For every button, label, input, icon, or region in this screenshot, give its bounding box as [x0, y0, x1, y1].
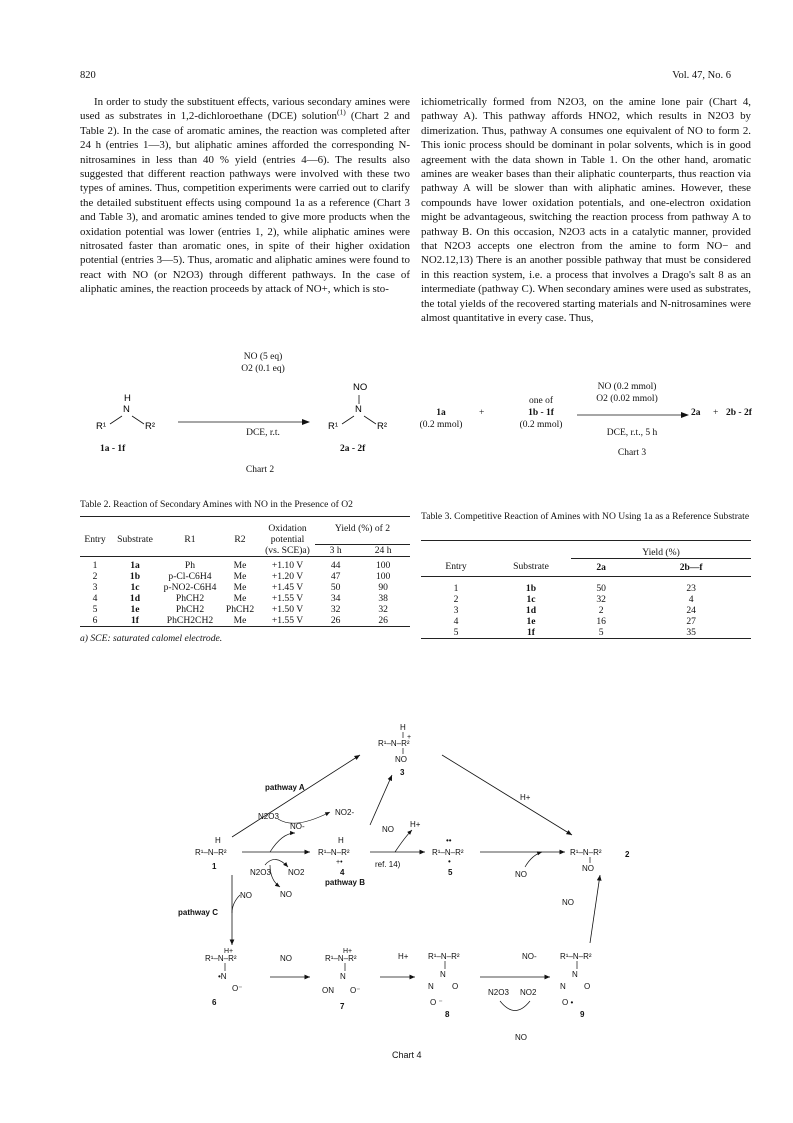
table2-cell-r2: Me	[220, 615, 260, 627]
svg-text:R¹–N–R²: R¹–N–R²	[428, 952, 460, 961]
table3-cell-entry: 4	[453, 615, 459, 627]
chart3-caption: Chart 3	[617, 448, 647, 458]
chart2-caption: Chart 2	[245, 465, 275, 475]
table2-h-entry: Entry	[84, 533, 106, 545]
table2-cell-substrate: 1a	[130, 560, 140, 571]
page-number: 820	[80, 70, 96, 81]
table2-h-r2: R2	[234, 533, 246, 545]
chart2-reagent-1: NO (5 eq)	[243, 352, 283, 362]
chart4-label-7: 7	[340, 1002, 345, 1011]
table3-cell-a: 5	[571, 627, 631, 639]
table2-cell-y24: 100	[375, 560, 391, 571]
table-2	[80, 516, 410, 645]
svg-text:H+: H+	[343, 948, 353, 955]
chart4-hp-4to5: H+	[410, 820, 421, 829]
chart4-label-3: 3	[400, 768, 405, 777]
table3-cell-substrate: 1e	[526, 615, 536, 627]
table2-row	[80, 593, 410, 604]
table3-row	[421, 627, 751, 639]
table2-cell-entry: 5	[92, 604, 98, 615]
table-3	[421, 540, 751, 639]
table2-row	[80, 615, 410, 627]
svg-text:O: O	[584, 982, 591, 991]
table3-cell-b: 23	[686, 582, 696, 594]
svg-text:•N: •N	[218, 972, 227, 981]
table2-cell-y3: 26	[315, 615, 356, 627]
table2-h-ox1: Oxidation	[268, 522, 307, 534]
chart4-pathway-c: pathway C	[178, 908, 219, 917]
svg-text:NO: NO	[582, 864, 594, 873]
chart3-plus-2: +	[713, 408, 719, 418]
svg-text:+•: +•	[336, 859, 343, 866]
table3-cell-substrate: 1f	[491, 627, 571, 639]
chart4-label-5: 5	[448, 868, 453, 877]
svg-text:N: N	[560, 982, 566, 991]
table2-cell-r2: Me	[233, 582, 247, 593]
table2-cell-ox: +1.10 V	[271, 560, 304, 571]
table2-h-3h: 3 h	[329, 545, 342, 556]
chart4-n2o3-b: N2O3	[250, 868, 271, 877]
chart4-no-5to2: NO	[515, 870, 527, 879]
table2-cell-y24: 26	[356, 615, 410, 627]
table3-cell-a: 2	[598, 604, 604, 616]
table3-cell-b: 24	[686, 604, 696, 616]
chart3-reactant-2: 1b - 1f	[528, 408, 554, 418]
chart4-no2m-a: NO2-	[335, 808, 355, 817]
svg-text:••: ••	[446, 836, 452, 845]
svg-text:R¹–N–R²: R¹–N–R²	[570, 848, 602, 857]
table2-cell-y3: 47	[330, 571, 341, 582]
chart-3	[421, 382, 751, 482]
table2-cell-r2: PhCH2	[225, 604, 255, 615]
svg-text:N: N	[355, 404, 362, 415]
chart4-no-c: NO	[240, 891, 252, 900]
table3-row	[421, 616, 751, 627]
table2-cell-r2: Me	[233, 560, 247, 571]
table3-cell-a: 50	[596, 582, 606, 594]
table2-cell-ox: +1.45 V	[271, 582, 304, 593]
chart4-no2-8to9: NO2	[520, 988, 537, 997]
table3-cell-substrate: 1d	[525, 604, 537, 616]
table2-cell-ox: +1.55 V	[260, 615, 315, 627]
table2-cell-r2: Me	[233, 571, 247, 582]
chart4-no-4to3: NO	[382, 825, 394, 834]
table2-cell-r1: PhCH2	[175, 604, 205, 615]
svg-text:R²: R²	[377, 421, 388, 432]
chart4-label-4: 4	[340, 868, 345, 877]
table3-h-entry: Entry	[445, 561, 467, 573]
chart2-reactant-label: 1a - 1f	[100, 444, 126, 454]
chart4-caption: Chart 4	[392, 1050, 422, 1060]
chart2-reagent-2: O2 (0.1 eq)	[241, 364, 285, 374]
svg-text:R¹–N–R²: R¹–N–R²	[325, 954, 357, 963]
chart4-n2o3-a: N2O3	[258, 812, 279, 821]
svg-text:H+: H+	[224, 948, 234, 955]
svg-text:N: N	[428, 982, 434, 991]
table2-grid	[80, 516, 410, 627]
chart4-no-6to7: NO	[280, 954, 292, 963]
chart4-n2o3-8to9: N2O3	[488, 988, 509, 997]
table3-cell-entry: 5	[421, 627, 491, 639]
svg-text:R¹–N–R²: R¹–N–R²	[560, 952, 592, 961]
table2-cell-y24: 38	[378, 593, 388, 604]
svg-text:N: N	[440, 970, 446, 979]
table3-cell-entry: 1	[453, 582, 459, 594]
table2-cell-ox: +1.50 V	[271, 604, 304, 615]
table2-cell-r1: Ph	[184, 560, 196, 571]
svg-text:+: +	[407, 734, 412, 741]
chart3-reagent-2: O2 (0.02 mmol)	[596, 394, 658, 404]
table2-cell-entry: 2	[92, 571, 98, 582]
svg-text:O ⁻: O ⁻	[430, 998, 443, 1007]
table2-row	[80, 582, 410, 593]
chart4-hp-7to8: H+	[398, 952, 409, 961]
svg-text:R¹–N–R²: R¹–N–R²	[205, 954, 237, 963]
chart4-label-1: 1	[212, 862, 217, 871]
chart2-h: H	[124, 393, 131, 404]
chart2-product-label: 2a - 2f	[340, 444, 366, 454]
chart4-hp-3to2: H+	[520, 793, 531, 802]
table2-cell-substrate: 1b	[129, 571, 141, 582]
table3-h-2a: 2a	[596, 561, 606, 573]
svg-text:O •: O •	[562, 998, 574, 1007]
table3-caption: Table 3. Competitive Reaction of Amines with NO Using 1a as a Reference Substrate	[421, 511, 750, 522]
chart2-no: NO	[353, 382, 368, 393]
svg-text:H: H	[338, 836, 344, 845]
table3-cell-entry: 2	[453, 593, 459, 605]
chart3-product-2: 2b - 2f	[726, 408, 752, 418]
chart4-no-c2: NO	[280, 890, 292, 899]
table2-cell-substrate: 1e	[130, 604, 140, 615]
chart3-one-of: one of	[528, 396, 553, 406]
table2-cell-entry: 1	[92, 560, 98, 571]
table2-cell-ox: +1.55 V	[271, 593, 304, 604]
chart3-reactant-2-amt: (0.2 mmol)	[519, 420, 563, 430]
svg-text:R¹–N–R²: R¹–N–R²	[318, 848, 350, 857]
table3-h-yield: Yield (%)	[571, 547, 751, 559]
svg-text:•: •	[448, 857, 451, 866]
table2-cell-r2: Me	[233, 593, 247, 604]
chart-2	[80, 352, 410, 482]
left-column-text	[80, 95, 410, 297]
table3-cell-b: 27	[686, 615, 696, 627]
svg-text:R¹: R¹	[328, 421, 339, 432]
table3-row	[421, 576, 751, 594]
svg-text:NO: NO	[395, 755, 407, 764]
right-para: ichiometrically formed from N2O3, on the amine lone pair (Chart 4, pathway A). This pathway affords HNO2, which results in N2O3 by dimerization. Thus, pathway A consumes one equivalent of NO to form 2. This ionic process should be dominant in polar solvents, which is in good agreement with the data shown in Table 1. On the other hand, aromatic amines are weaker bases than their aliphatic counterparts, thus reaction via pathway A will be slower than with aliphatic amines. However, these compounds have lower oxidation potentials, and one-electron oxidation might be advantageous, switching the reaction process from pathway A to pathway B. On this occasion, N2O3 acts in a catalytic manner, provided that N2O3 accepts one electron from the amine to form NO− and NO2.12,13) There is an another possible pathway that must be considered in this reaction system, i.e. a process that involves a Drago's salt 8 as an intermediate (pathway C). When secondary amines were used as substrates, the total yields of the recovered starting materials and N-nitrosamines were almost quantitative in every case. Thus,	[421, 96, 751, 325]
chart2-r1: R¹	[96, 421, 107, 432]
chart4-label-6: 6	[212, 998, 217, 1007]
chart4-label-9: 9	[580, 1010, 585, 1019]
svg-text:R¹–N–R²: R¹–N–R²	[195, 848, 227, 857]
table2-cell-y24: 90	[378, 582, 388, 593]
table2-h-yield: Yield (%) of 2	[334, 522, 391, 534]
chart2-n: N	[123, 404, 130, 415]
table2-cell-entry: 3	[92, 582, 98, 593]
right-column-text	[421, 95, 751, 326]
table3-row	[421, 605, 751, 616]
table2-cell-r1: PhCH2CH2	[160, 615, 220, 627]
svg-text:O: O	[452, 982, 459, 991]
svg-text:N: N	[572, 970, 578, 979]
table3-cell-a: 32	[596, 593, 606, 605]
table3-cell-b: 4	[688, 593, 694, 605]
chart4-nom-8to9: NO-	[522, 952, 537, 961]
svg-text:H: H	[215, 836, 221, 845]
table2-cell-substrate: 1f	[110, 615, 160, 627]
table3-cell-entry: 3	[453, 604, 459, 616]
table2-cell-entry: 6	[80, 615, 110, 627]
table2-h-24h: 24 h	[374, 545, 392, 556]
svg-text:R¹–N–R²: R¹–N–R²	[432, 848, 464, 857]
chart3-plus-1: +	[479, 408, 485, 418]
svg-text:H: H	[400, 723, 406, 732]
chart-4	[170, 715, 650, 1060]
table3-row	[421, 594, 751, 605]
chart4-label-8: 8	[445, 1010, 450, 1019]
table2-cell-substrate: 1c	[130, 582, 140, 593]
left-para-part1: In order to study the substituent effects, various secondary amines were used as substrates in 1,2-dichloroethane (DCE) solution	[80, 96, 410, 123]
svg-text:N: N	[340, 972, 346, 981]
chart4-no2-b: NO2	[288, 868, 305, 877]
chart4-pathway-b: pathway B	[325, 878, 366, 887]
journal-volume: Vol. 47, No. 6	[672, 70, 731, 81]
chart3-reactant-1: 1a	[436, 408, 446, 418]
svg-text:O⁻: O⁻	[232, 984, 243, 993]
table2-cell-entry: 4	[92, 593, 98, 604]
table3-h-substrate: Substrate	[513, 561, 549, 573]
svg-text:R¹–N–R²: R¹–N–R²	[378, 739, 410, 748]
left-para-part2: (Chart 2 and Table 2). In the case of aromatic amines, the reaction was completed after 24 h (entries 1—3), but aliphatic amines afforded the corresponding N-nitrosamines in less than 40 % yield (entries 4—6). The results also suggested that different reaction pathways were involved with these two types of amines. Thus, competition experiments were carried out to clarify the detailed substituent effects using compound 1a as a reference (Chart 3 and Table 3), and aromatic amines tended to give more products when the oxidation potential was lower (entries 1, 2), while aliphatic amines were nitrosated faster than aromatic ones, in spite of their higher oxidation potential (entries 3—5). Thus, aromatic and aliphatic amines were found to react with NO (or N2O3) through different pathways. In the case of aliphatic amines, the reaction proceeds by attack of NO+, which is sto-	[80, 110, 410, 296]
chart4-no-9to2: NO	[562, 898, 574, 907]
table2-footnote: a) SCE: saturated calomel electrode.	[80, 633, 223, 644]
chart2-conditions: DCE, r.t.	[246, 428, 280, 438]
table2-caption: Table 2. Reaction of Secondary Amines with NO in the Presence of O2	[80, 499, 353, 510]
table2-cell-y3: 44	[330, 560, 341, 571]
table3-grid	[421, 540, 751, 639]
table2-h-substrate: Substrate	[117, 533, 153, 545]
chart3-reagent-1: NO (0.2 mmol)	[597, 382, 657, 392]
table2-h-ox2: potential	[270, 533, 305, 545]
table2-row	[80, 571, 410, 582]
table2-cell-r1: p-NO2-C6H4	[163, 582, 217, 593]
table2-row	[80, 604, 410, 615]
table3-cell-a: 16	[596, 615, 606, 627]
chart3-product-1: 2a	[691, 408, 701, 418]
svg-text:O⁻: O⁻	[350, 986, 361, 995]
chart4-nom-b: NO-	[290, 822, 305, 831]
table2-cell-r1: p-Cl-C6H4	[168, 571, 212, 582]
table2-cell-substrate: 1d	[129, 593, 141, 604]
table2-cell-y3: 32	[330, 604, 341, 615]
table3-cell-substrate: 1b	[525, 582, 537, 594]
table2-cell-y3: 34	[330, 593, 341, 604]
chart3-reactant-1-amt: (0.2 mmol)	[419, 420, 463, 430]
chart2-r2: R²	[145, 421, 156, 432]
table2-cell-y24: 32	[378, 604, 388, 615]
chart4-no-loop: NO	[515, 1033, 527, 1042]
chart3-conditions: DCE, r.t., 5 h	[606, 428, 658, 438]
ref-sup: (1)	[336, 107, 346, 117]
svg-text:ON: ON	[322, 986, 334, 995]
table2-h-r1: R1	[184, 533, 196, 545]
chart4-label-2: 2	[625, 850, 630, 859]
chart4-pathway-a: pathway A	[265, 783, 305, 792]
table2-cell-y24: 100	[375, 571, 391, 582]
table3-h-2b: 2b—f	[679, 561, 703, 573]
chart4-ref: ref. 14)	[375, 860, 401, 869]
table2-cell-r1: PhCH2	[175, 593, 205, 604]
table3-cell-b: 35	[631, 627, 751, 639]
table2-row	[80, 557, 410, 572]
table2-h-ox3: (vs. SCE)a)	[265, 544, 310, 556]
table3-cell-substrate: 1c	[526, 593, 536, 605]
table2-cell-y3: 50	[330, 582, 341, 593]
table2-cell-ox: +1.20 V	[271, 571, 304, 582]
